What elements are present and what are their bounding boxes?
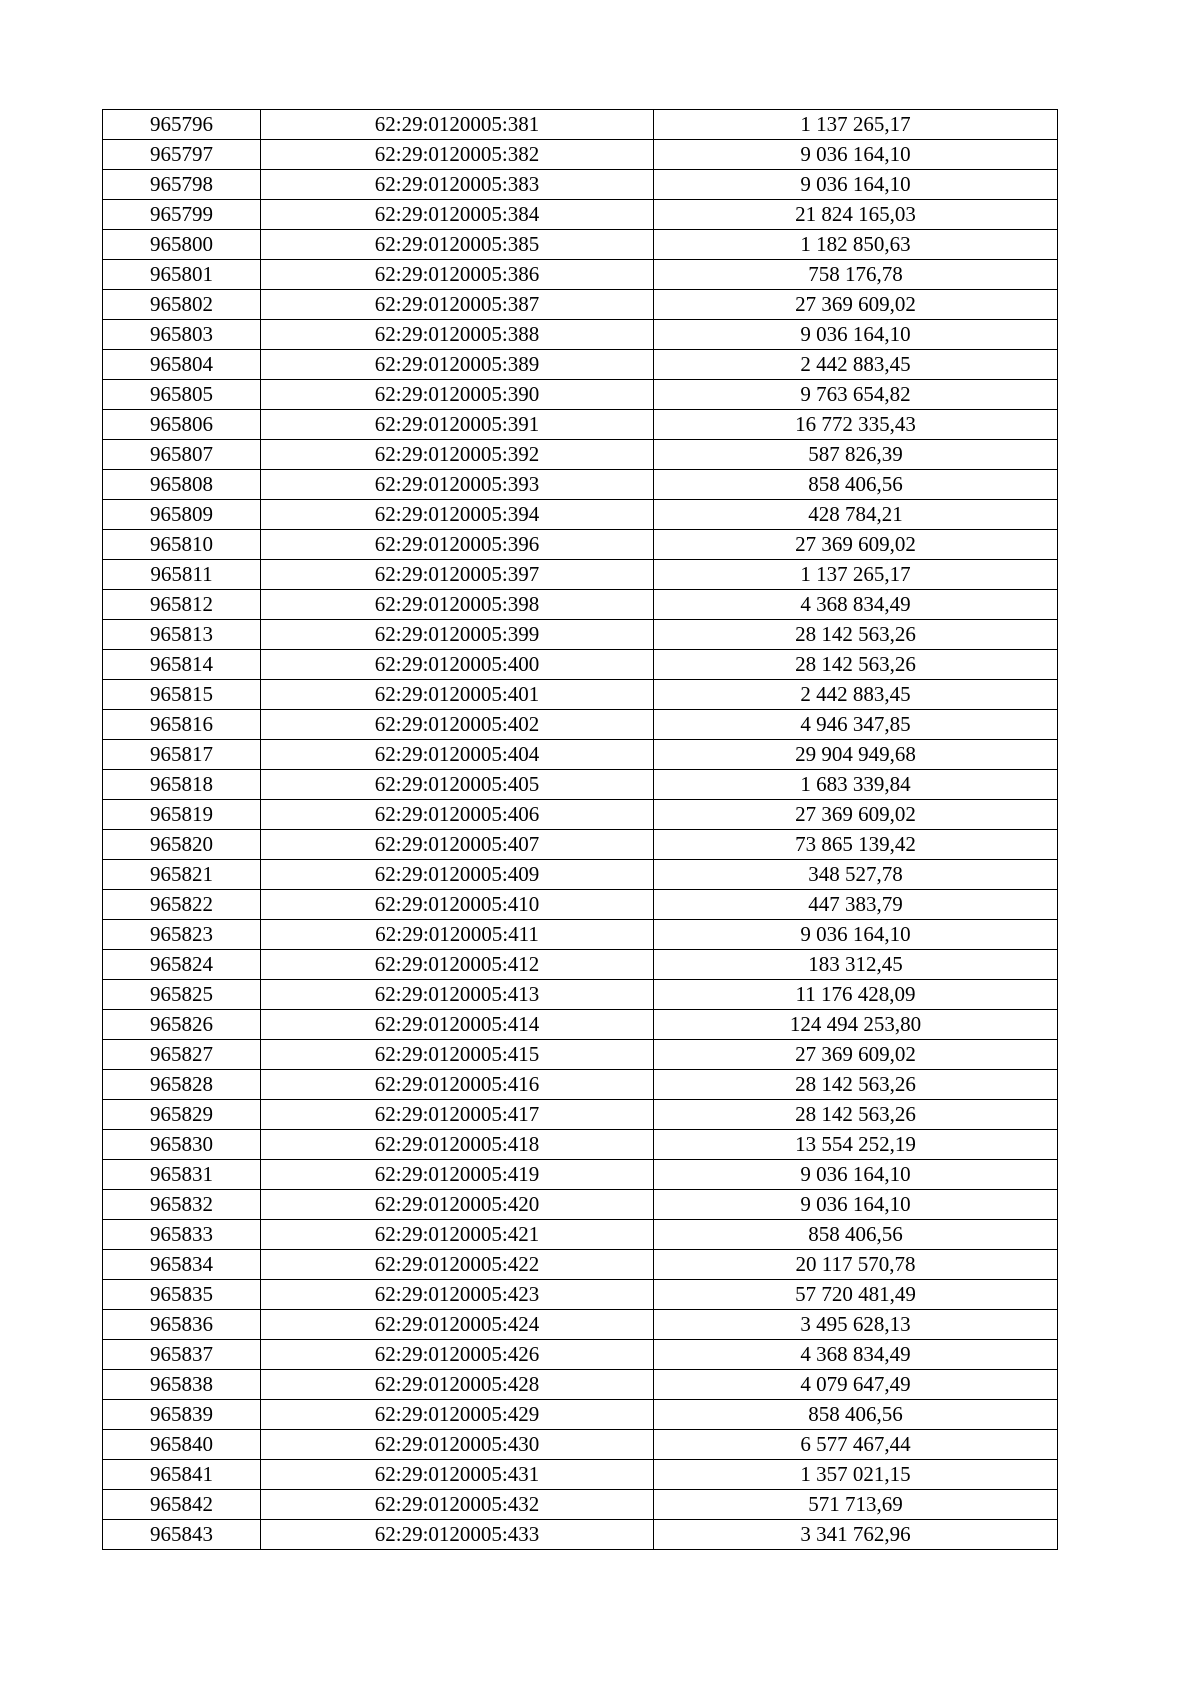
cadastral-value-cell: 28 142 563,26 bbox=[654, 1070, 1058, 1100]
table-row bbox=[103, 1070, 1058, 1100]
cadastral-number-cell: 62:29:0120005:392 bbox=[261, 440, 654, 470]
row-id-cell: 965809 bbox=[103, 500, 261, 530]
row-id-cell: 965814 bbox=[103, 650, 261, 680]
cadastral-value-cell: 28 142 563,26 bbox=[654, 620, 1058, 650]
table-row bbox=[103, 830, 1058, 860]
cadastral-number-cell: 62:29:0120005:389 bbox=[261, 350, 654, 380]
cadastral-number-cell: 62:29:0120005:385 bbox=[261, 230, 654, 260]
cadastral-value-cell: 587 826,39 bbox=[654, 440, 1058, 470]
cadastral-value-cell: 27 369 609,02 bbox=[654, 290, 1058, 320]
table-row bbox=[103, 1280, 1058, 1310]
table-row bbox=[103, 260, 1058, 290]
cadastral-number-cell: 62:29:0120005:411 bbox=[261, 920, 654, 950]
cadastral-value-cell: 1 137 265,17 bbox=[654, 560, 1058, 590]
cadastral-value-cell: 2 442 883,45 bbox=[654, 680, 1058, 710]
cadastral-number-cell: 62:29:0120005:409 bbox=[261, 860, 654, 890]
row-id-cell: 965807 bbox=[103, 440, 261, 470]
cadastral-value-cell: 447 383,79 bbox=[654, 890, 1058, 920]
cadastral-number-cell: 62:29:0120005:423 bbox=[261, 1280, 654, 1310]
row-id-cell: 965826 bbox=[103, 1010, 261, 1040]
cadastral-value-cell: 27 369 609,02 bbox=[654, 530, 1058, 560]
table-row bbox=[103, 560, 1058, 590]
table-row bbox=[103, 710, 1058, 740]
table-row bbox=[103, 140, 1058, 170]
table-row bbox=[103, 110, 1058, 140]
cadastral-number-cell: 62:29:0120005:429 bbox=[261, 1400, 654, 1430]
cadastral-number-cell: 62:29:0120005:404 bbox=[261, 740, 654, 770]
cadastral-value-cell: 9 763 654,82 bbox=[654, 380, 1058, 410]
table-row bbox=[103, 890, 1058, 920]
cadastral-value-cell: 9 036 164,10 bbox=[654, 1190, 1058, 1220]
cadastral-number-cell: 62:29:0120005:432 bbox=[261, 1490, 654, 1520]
table-row bbox=[103, 290, 1058, 320]
cadastral-number-cell: 62:29:0120005:410 bbox=[261, 890, 654, 920]
row-id-cell: 965811 bbox=[103, 560, 261, 590]
cadastral-value-cell: 27 369 609,02 bbox=[654, 1040, 1058, 1070]
cadastral-value-cell: 28 142 563,26 bbox=[654, 650, 1058, 680]
cadastral-value-cell: 1 182 850,63 bbox=[654, 230, 1058, 260]
table-row bbox=[103, 440, 1058, 470]
cadastral-number-cell: 62:29:0120005:426 bbox=[261, 1340, 654, 1370]
table-row bbox=[103, 680, 1058, 710]
cadastral-number-cell: 62:29:0120005:414 bbox=[261, 1010, 654, 1040]
table-row bbox=[103, 470, 1058, 500]
cadastral-value-cell: 3 341 762,96 bbox=[654, 1520, 1058, 1550]
cadastral-number-cell: 62:29:0120005:399 bbox=[261, 620, 654, 650]
cadastral-number-cell: 62:29:0120005:381 bbox=[261, 110, 654, 140]
row-id-cell: 965833 bbox=[103, 1220, 261, 1250]
cadastral-number-cell: 62:29:0120005:386 bbox=[261, 260, 654, 290]
cadastral-value-cell: 4 368 834,49 bbox=[654, 590, 1058, 620]
row-id-cell: 965842 bbox=[103, 1490, 261, 1520]
row-id-cell: 965839 bbox=[103, 1400, 261, 1430]
cadastral-number-cell: 62:29:0120005:393 bbox=[261, 470, 654, 500]
row-id-cell: 965802 bbox=[103, 290, 261, 320]
table-row bbox=[103, 650, 1058, 680]
cadastral-value-cell: 348 527,78 bbox=[654, 860, 1058, 890]
table-row bbox=[103, 1220, 1058, 1250]
cadastral-number-cell: 62:29:0120005:405 bbox=[261, 770, 654, 800]
row-id-cell: 965835 bbox=[103, 1280, 261, 1310]
row-id-cell: 965831 bbox=[103, 1160, 261, 1190]
table-row bbox=[103, 1460, 1058, 1490]
table-row bbox=[103, 1190, 1058, 1220]
cadastral-number-cell: 62:29:0120005:390 bbox=[261, 380, 654, 410]
table-row bbox=[103, 230, 1058, 260]
cadastral-number-cell: 62:29:0120005:421 bbox=[261, 1220, 654, 1250]
row-id-cell: 965829 bbox=[103, 1100, 261, 1130]
row-id-cell: 965797 bbox=[103, 140, 261, 170]
table-row bbox=[103, 1310, 1058, 1340]
row-id-cell: 965798 bbox=[103, 170, 261, 200]
row-id-cell: 965838 bbox=[103, 1370, 261, 1400]
table-row bbox=[103, 620, 1058, 650]
cadastral-number-cell: 62:29:0120005:420 bbox=[261, 1190, 654, 1220]
row-id-cell: 965825 bbox=[103, 980, 261, 1010]
cadastral-value-cell: 9 036 164,10 bbox=[654, 320, 1058, 350]
cadastral-value-cell: 858 406,56 bbox=[654, 1220, 1058, 1250]
cadastral-value-cell: 1 683 339,84 bbox=[654, 770, 1058, 800]
row-id-cell: 965828 bbox=[103, 1070, 261, 1100]
cadastral-value-cell: 11 176 428,09 bbox=[654, 980, 1058, 1010]
row-id-cell: 965841 bbox=[103, 1460, 261, 1490]
row-id-cell: 965801 bbox=[103, 260, 261, 290]
cadastral-number-cell: 62:29:0120005:394 bbox=[261, 500, 654, 530]
cadastral-number-cell: 62:29:0120005:397 bbox=[261, 560, 654, 590]
table-row bbox=[103, 1370, 1058, 1400]
cadastral-value-cell: 20 117 570,78 bbox=[654, 1250, 1058, 1280]
table-row bbox=[103, 350, 1058, 380]
row-id-cell: 965832 bbox=[103, 1190, 261, 1220]
cadastral-number-cell: 62:29:0120005:428 bbox=[261, 1370, 654, 1400]
cadastral-value-cell: 4 946 347,85 bbox=[654, 710, 1058, 740]
row-id-cell: 965822 bbox=[103, 890, 261, 920]
cadastral-value-cell: 57 720 481,49 bbox=[654, 1280, 1058, 1310]
cadastral-number-cell: 62:29:0120005:400 bbox=[261, 650, 654, 680]
cadastral-value-cell: 1 137 265,17 bbox=[654, 110, 1058, 140]
cadastral-value-cell: 27 369 609,02 bbox=[654, 800, 1058, 830]
row-id-cell: 965817 bbox=[103, 740, 261, 770]
row-id-cell: 965834 bbox=[103, 1250, 261, 1280]
row-id-cell: 965843 bbox=[103, 1520, 261, 1550]
row-id-cell: 965816 bbox=[103, 710, 261, 740]
cadastral-value-cell: 9 036 164,10 bbox=[654, 140, 1058, 170]
cadastral-value-cell: 858 406,56 bbox=[654, 1400, 1058, 1430]
cadastral-value-cell: 3 495 628,13 bbox=[654, 1310, 1058, 1340]
cadastral-number-cell: 62:29:0120005:413 bbox=[261, 980, 654, 1010]
cadastral-value-cell: 9 036 164,10 bbox=[654, 170, 1058, 200]
row-id-cell: 965813 bbox=[103, 620, 261, 650]
row-id-cell: 965799 bbox=[103, 200, 261, 230]
table-row bbox=[103, 1400, 1058, 1430]
row-id-cell: 965820 bbox=[103, 830, 261, 860]
row-id-cell: 965800 bbox=[103, 230, 261, 260]
row-id-cell: 965815 bbox=[103, 680, 261, 710]
cadastral-value-cell: 4 368 834,49 bbox=[654, 1340, 1058, 1370]
row-id-cell: 965808 bbox=[103, 470, 261, 500]
table-row bbox=[103, 1040, 1058, 1070]
row-id-cell: 965823 bbox=[103, 920, 261, 950]
row-id-cell: 965837 bbox=[103, 1340, 261, 1370]
row-id-cell: 965836 bbox=[103, 1310, 261, 1340]
table-row bbox=[103, 170, 1058, 200]
table-row bbox=[103, 200, 1058, 230]
cadastral-value-cell: 428 784,21 bbox=[654, 500, 1058, 530]
table-row bbox=[103, 380, 1058, 410]
cadastral-number-cell: 62:29:0120005:407 bbox=[261, 830, 654, 860]
cadastral-value-cell: 124 494 253,80 bbox=[654, 1010, 1058, 1040]
row-id-cell: 965830 bbox=[103, 1130, 261, 1160]
cadastral-number-cell: 62:29:0120005:418 bbox=[261, 1130, 654, 1160]
row-id-cell: 965810 bbox=[103, 530, 261, 560]
table-row bbox=[103, 1520, 1058, 1550]
cadastral-number-cell: 62:29:0120005:422 bbox=[261, 1250, 654, 1280]
cadastral-value-cell: 9 036 164,10 bbox=[654, 1160, 1058, 1190]
table-row bbox=[103, 1430, 1058, 1460]
row-id-cell: 965796 bbox=[103, 110, 261, 140]
cadastral-number-cell: 62:29:0120005:396 bbox=[261, 530, 654, 560]
row-id-cell: 965827 bbox=[103, 1040, 261, 1070]
row-id-cell: 965812 bbox=[103, 590, 261, 620]
cadastral-number-cell: 62:29:0120005:417 bbox=[261, 1100, 654, 1130]
cadastral-number-cell: 62:29:0120005:402 bbox=[261, 710, 654, 740]
table-row bbox=[103, 1340, 1058, 1370]
table-row bbox=[103, 1100, 1058, 1130]
table-row bbox=[103, 1490, 1058, 1520]
cadastral-value-cell: 4 079 647,49 bbox=[654, 1370, 1058, 1400]
table-row bbox=[103, 950, 1058, 980]
table-row bbox=[103, 500, 1058, 530]
table-row bbox=[103, 530, 1058, 560]
row-id-cell: 965819 bbox=[103, 800, 261, 830]
cadastral-number-cell: 62:29:0120005:424 bbox=[261, 1310, 654, 1340]
table-row bbox=[103, 800, 1058, 830]
cadastral-value-cell: 758 176,78 bbox=[654, 260, 1058, 290]
cadastral-number-cell: 62:29:0120005:391 bbox=[261, 410, 654, 440]
table-row bbox=[103, 1010, 1058, 1040]
cadastral-value-cell: 571 713,69 bbox=[654, 1490, 1058, 1520]
cadastral-value-cell: 6 577 467,44 bbox=[654, 1430, 1058, 1460]
cadastral-value-cell: 21 824 165,03 bbox=[654, 200, 1058, 230]
table-row bbox=[103, 770, 1058, 800]
table-row bbox=[103, 590, 1058, 620]
cadastral-value-cell: 73 865 139,42 bbox=[654, 830, 1058, 860]
cadastral-number-cell: 62:29:0120005:415 bbox=[261, 1040, 654, 1070]
row-id-cell: 965824 bbox=[103, 950, 261, 980]
cadastral-value-cell: 16 772 335,43 bbox=[654, 410, 1058, 440]
cadastral-number-cell: 62:29:0120005:406 bbox=[261, 800, 654, 830]
cadastral-value-cell: 1 357 021,15 bbox=[654, 1460, 1058, 1490]
cadastral-value-cell: 2 442 883,45 bbox=[654, 350, 1058, 380]
row-id-cell: 965821 bbox=[103, 860, 261, 890]
cadastral-number-cell: 62:29:0120005:384 bbox=[261, 200, 654, 230]
cadastral-value-cell: 9 036 164,10 bbox=[654, 920, 1058, 950]
row-id-cell: 965803 bbox=[103, 320, 261, 350]
row-id-cell: 965805 bbox=[103, 380, 261, 410]
cadastral-number-cell: 62:29:0120005:419 bbox=[261, 1160, 654, 1190]
cadastral-value-cell: 858 406,56 bbox=[654, 470, 1058, 500]
table-row bbox=[103, 740, 1058, 770]
cadastral-number-cell: 62:29:0120005:430 bbox=[261, 1430, 654, 1460]
table-row bbox=[103, 410, 1058, 440]
table-row bbox=[103, 980, 1058, 1010]
cadastral-value-cell: 29 904 949,68 bbox=[654, 740, 1058, 770]
table-body bbox=[103, 110, 1058, 1550]
row-id-cell: 965818 bbox=[103, 770, 261, 800]
cadastral-value-cell: 28 142 563,26 bbox=[654, 1100, 1058, 1130]
table-row bbox=[103, 320, 1058, 350]
cadastral-number-cell: 62:29:0120005:416 bbox=[261, 1070, 654, 1100]
row-id-cell: 965840 bbox=[103, 1430, 261, 1460]
cadastral-number-cell: 62:29:0120005:412 bbox=[261, 950, 654, 980]
cadastral-value-table bbox=[102, 109, 1058, 1550]
table-row bbox=[103, 1160, 1058, 1190]
cadastral-number-cell: 62:29:0120005:388 bbox=[261, 320, 654, 350]
cadastral-number-cell: 62:29:0120005:431 bbox=[261, 1460, 654, 1490]
cadastral-value-cell: 13 554 252,19 bbox=[654, 1130, 1058, 1160]
cadastral-number-cell: 62:29:0120005:382 bbox=[261, 140, 654, 170]
row-id-cell: 965804 bbox=[103, 350, 261, 380]
cadastral-value-cell: 183 312,45 bbox=[654, 950, 1058, 980]
cadastral-number-cell: 62:29:0120005:401 bbox=[261, 680, 654, 710]
table-row bbox=[103, 860, 1058, 890]
cadastral-number-cell: 62:29:0120005:433 bbox=[261, 1520, 654, 1550]
cadastral-number-cell: 62:29:0120005:387 bbox=[261, 290, 654, 320]
table-row bbox=[103, 1130, 1058, 1160]
cadastral-number-cell: 62:29:0120005:398 bbox=[261, 590, 654, 620]
cadastral-number-cell: 62:29:0120005:383 bbox=[261, 170, 654, 200]
table-row bbox=[103, 920, 1058, 950]
row-id-cell: 965806 bbox=[103, 410, 261, 440]
table-row bbox=[103, 1250, 1058, 1280]
